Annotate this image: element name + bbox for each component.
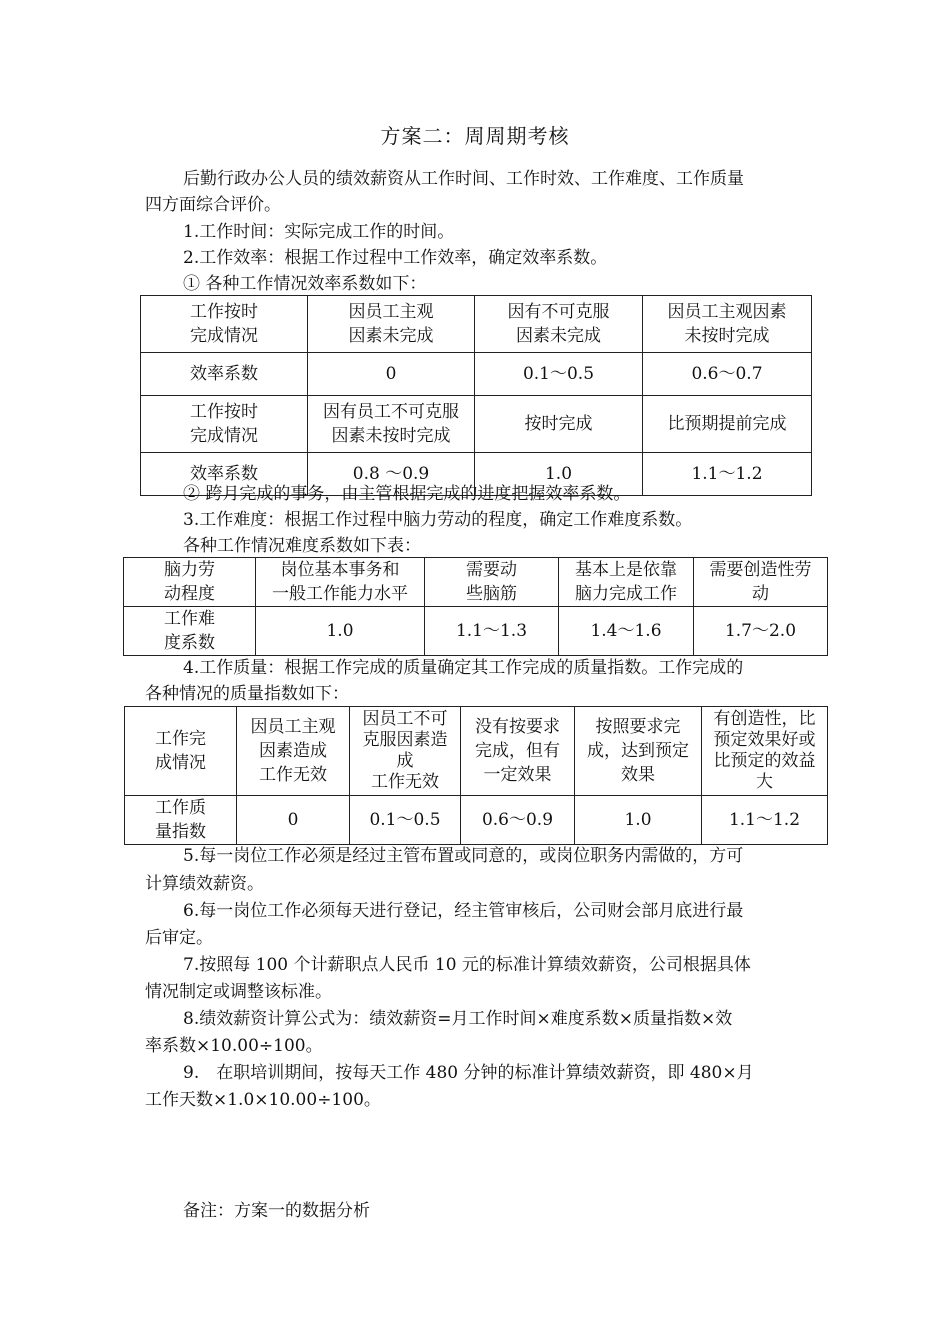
table-cell: 按时完成 xyxy=(475,396,643,453)
table-row xyxy=(125,796,828,845)
table-row xyxy=(141,353,812,396)
table-cell: 0.6～0.9 xyxy=(461,796,575,845)
table-cell: 0.6～0.7 xyxy=(643,353,812,396)
table-cell: 0 xyxy=(237,796,350,845)
table-cell: 因员工不可 克服因素造 成 工作无效 xyxy=(350,707,461,796)
table-cell: 比预期提前完成 xyxy=(643,396,812,453)
table-cell: 因员工主观 因素未完成 xyxy=(308,296,475,353)
table-cell: 需要创造性劳 动 xyxy=(694,558,828,607)
item-5-line-1: 5.每一岗位工作必须是经过主管布置或同意的，或岗位职务内需做的，方可 xyxy=(183,846,744,866)
table-cell: 因员工主观因素 未按时完成 xyxy=(643,296,812,353)
table-row xyxy=(124,607,828,656)
table-cell: 效率系数 xyxy=(141,353,308,396)
item-8-line-2: 率系数×10.00÷100。 xyxy=(145,1036,323,1056)
table-cell: 岗位基本事务和 一般工作能力水平 xyxy=(256,558,425,607)
item-6-line-2: 后审定。 xyxy=(145,928,213,948)
table-cell: 按照要求完 成，达到预定 效果 xyxy=(575,707,702,796)
item-2-sub-2: ② 跨月完成的事务，由主管根据完成的进度把握效率系数。 xyxy=(183,484,631,504)
table-cell: 0 xyxy=(308,353,475,396)
efficiency-table xyxy=(140,295,812,496)
table-cell: 脑力劳 动程度 xyxy=(124,558,256,607)
table-cell: 需要动 些脑筋 xyxy=(425,558,559,607)
table-cell: 因员工主观 因素造成 工作无效 xyxy=(237,707,350,796)
table-cell: 工作质 量指数 xyxy=(125,796,237,845)
table-row xyxy=(125,707,828,796)
table-cell: 1.1～1.3 xyxy=(425,607,559,656)
table-cell: 1.0 xyxy=(475,453,643,496)
table-cell: 0.1～0.5 xyxy=(350,796,461,845)
item-3: 3.工作难度：根据工作过程中脑力劳动的程度，确定工作难度系数。 xyxy=(183,510,693,530)
item-9-line-1: 9. 在职培训期间，按每天工作 480 分钟的标准计算绩效薪资，即 480×月 xyxy=(183,1063,754,1083)
item-6-line-1: 6.每一岗位工作必须每天进行登记，经主管审核后，公司财会部月底进行最 xyxy=(183,901,744,921)
table-cell: 1.1～1.2 xyxy=(643,453,812,496)
table-cell: 0.1～0.5 xyxy=(475,353,643,396)
document-title: 方案二：周周期考核 xyxy=(380,124,570,148)
item-4-line-1: 4.工作质量：根据工作完成的质量确定其工作完成的质量指数。工作完成的 xyxy=(183,658,744,678)
item-8-line-1: 8.绩效薪资计算公式为：绩效薪资=月工作时间×难度系数×质量指数×效 xyxy=(183,1009,733,1029)
quality-table xyxy=(124,706,828,845)
item-4-line-2: 各种情况的质量指数如下： xyxy=(145,684,349,704)
table-cell: 效率系数 xyxy=(141,453,308,496)
table-row xyxy=(141,396,812,453)
item-1: 1.工作时间：实际完成工作的时间。 xyxy=(183,222,455,242)
table-cell: 1.4～1.6 xyxy=(559,607,694,656)
table-row xyxy=(141,296,812,353)
item-7-line-1: 7.按照每 100 个计薪职点人民币 10 元的标准计算绩效薪资，公司根据具体 xyxy=(183,955,751,975)
table-cell: 工作按时 完成情况 xyxy=(141,396,308,453)
table-cell: 基本上是依靠 脑力完成工作 xyxy=(559,558,694,607)
table-row xyxy=(124,558,828,607)
intro-line-1: 后勤行政办公人员的绩效薪资从工作时间、工作时效、工作难度、工作质量 xyxy=(183,169,744,189)
table-cell: 因有不可克服 因素未完成 xyxy=(475,296,643,353)
table-cell: 0.8 ～0.9 xyxy=(308,453,475,496)
table-cell: 没有按要求 完成，但有 一定效果 xyxy=(461,707,575,796)
item-3-sub: 各种工作情况难度系数如下表： xyxy=(183,536,421,556)
table-cell: 有创造性，比 预定效果好或 比预定的效益 大 xyxy=(702,707,828,796)
difficulty-table xyxy=(123,557,828,656)
item-5-line-2: 计算绩效薪资。 xyxy=(145,874,264,894)
table-cell: 1.1～1.2 xyxy=(702,796,828,845)
table-cell: 工作按时 完成情况 xyxy=(141,296,308,353)
footnote: 备注：方案一的数据分析 xyxy=(183,1201,370,1221)
table-cell: 工作完 成情况 xyxy=(125,707,237,796)
table-cell: 工作难 度系数 xyxy=(124,607,256,656)
table-cell: 1.0 xyxy=(575,796,702,845)
intro-line-2: 四方面综合评价。 xyxy=(145,195,281,215)
item-2: 2.工作效率：根据工作过程中工作效率，确定效率系数。 xyxy=(183,248,608,268)
item-9-line-2: 工作天数×1.0×10.00÷100。 xyxy=(145,1090,381,1110)
table-cell: 1.7～2.0 xyxy=(694,607,828,656)
item-2-sub-1: ① 各种工作情况效率系数如下： xyxy=(183,274,427,294)
item-7-line-2: 情况制定或调整该标准。 xyxy=(145,982,332,1002)
table-cell: 因有员工不可克服 因素未按时完成 xyxy=(308,396,475,453)
table-cell: 1.0 xyxy=(256,607,425,656)
